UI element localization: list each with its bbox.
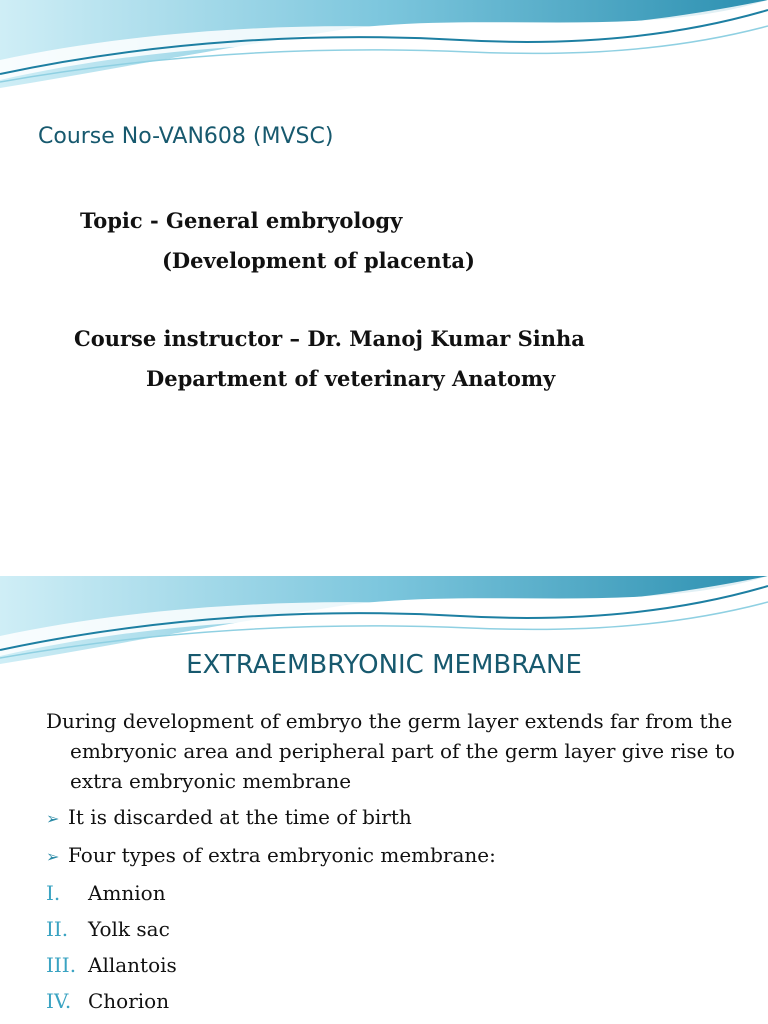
- numeral: IV.: [46, 989, 72, 1013]
- intro-paragraph: During development of embryo the germ layer extends far from the embryonic area and peripheral part of the germ layer give rise to extra embryonic membrane: [46, 709, 735, 793]
- topic-subtitle: (Development of placenta): [162, 248, 475, 273]
- list-item: [46, 840, 746, 872]
- numbered-item: [46, 878, 746, 914]
- course-number: Course No-VAN608 (MVSC): [38, 124, 334, 149]
- arrow-bullet-icon: ➢: [46, 809, 60, 828]
- numeral: II.: [46, 917, 69, 941]
- slide-2: [0, 576, 768, 1024]
- numbered-item: [46, 950, 746, 986]
- bullet-text: Four types of extra embryonic membrane:: [68, 843, 496, 867]
- numbered-text: Amnion: [88, 881, 166, 905]
- wave-banner-icon: [0, 0, 768, 90]
- numbered-text: Chorion: [88, 989, 170, 1013]
- numeral: III.: [46, 953, 77, 977]
- numbered-item: [46, 986, 746, 1022]
- numeral: I.: [46, 881, 61, 905]
- slide-body: [46, 706, 746, 1022]
- topic-line: Topic - General embryology: [80, 208, 403, 233]
- numbered-text: Yolk sac: [88, 917, 170, 941]
- course-instructor: Course instructor – Dr. Manoj Kumar Sinha: [74, 326, 585, 351]
- numbered-text: Allantois: [88, 953, 177, 977]
- slide-title: EXTRAEMBRYONIC MEMBRANE: [186, 650, 582, 680]
- list-item: [46, 802, 746, 834]
- bullet-text: It is discarded at the time of birth: [68, 805, 412, 829]
- department-name: Department of veterinary Anatomy: [146, 366, 556, 391]
- arrow-bullet-icon: ➢: [46, 847, 60, 866]
- numbered-item: [46, 914, 746, 950]
